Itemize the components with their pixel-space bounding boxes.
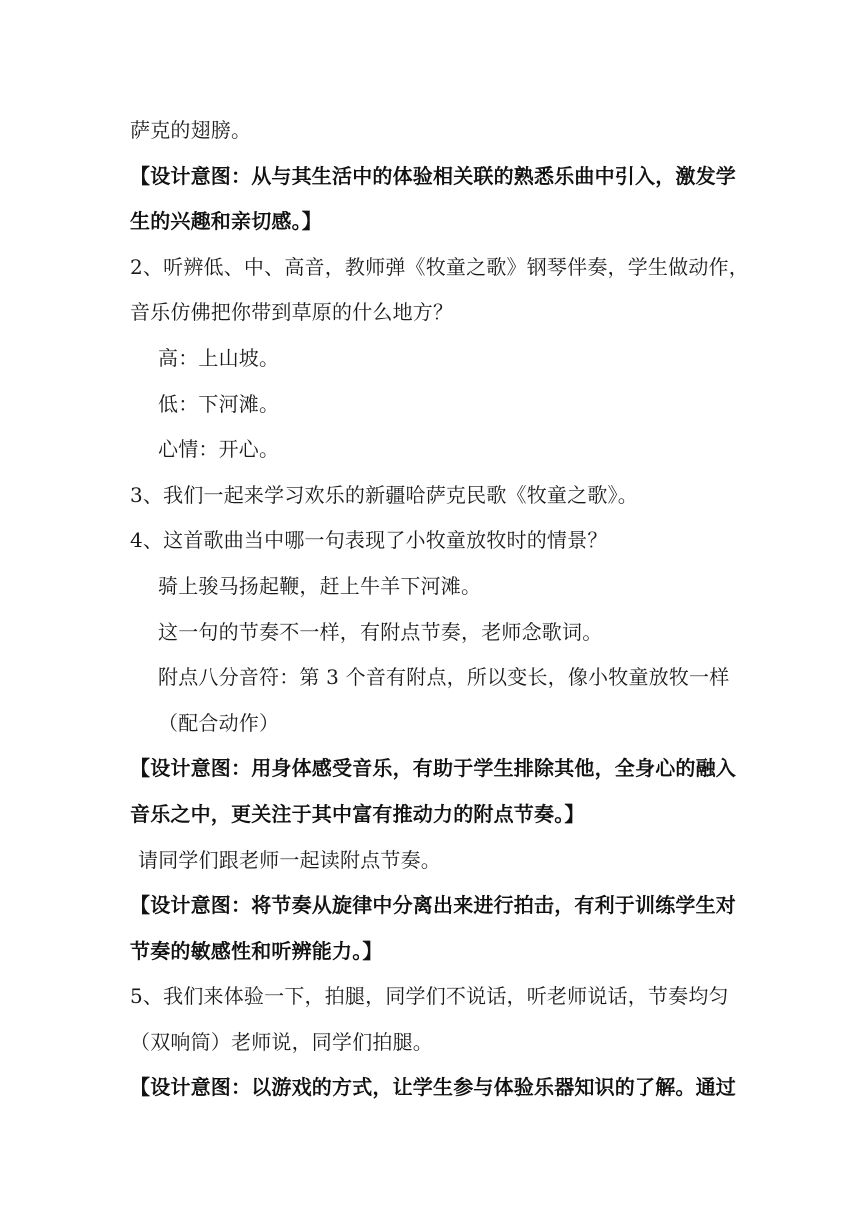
- lyric-line: 骑上骏马扬起鞭，赶上牛羊下河滩。: [158, 573, 482, 598]
- step-line: 2、听辨低、中、高音，教师弹《牧童之歌》钢琴伴奏，学生做动作，: [130, 254, 749, 279]
- step-line: 5、我们来体验一下，拍腿，同学们不说话，听老师说话，节奏均匀: [130, 984, 729, 1009]
- design-intent-line: 节奏的敏感性和听辨能力。】: [130, 938, 383, 963]
- text-line: （配合动作）: [158, 710, 280, 735]
- text-line: 请同学们跟老师一起读附点节奏。: [138, 847, 441, 872]
- text-line: 萨克的翅膀。: [130, 118, 252, 142]
- design-intent-line: 【设计意图：用身体感受音乐，有助于学生排除其他，全身心的融入: [130, 756, 736, 781]
- text-line: （双响筒）老师说，同学们拍腿。: [130, 1029, 433, 1054]
- step-line: 3、我们一起来学习欢乐的新疆哈萨克民歌《牧童之歌》。: [130, 482, 638, 507]
- design-intent-line: 【设计意图：将节奏从旋律中分离出来进行拍击，有利于训练学生对: [130, 893, 736, 918]
- design-intent-line: 生的兴趣和亲切感。】: [130, 209, 322, 234]
- document-page: [130, 108, 749, 1111]
- answer-line: 低：下河滩。: [158, 391, 280, 416]
- text-line: 这一句的节奏不一样，有附点节奏，老师念歌词。: [158, 619, 603, 644]
- design-intent-line: 【设计意图：从与其生活中的体验相关联的熟悉乐曲中引入，激发学: [130, 163, 736, 188]
- answer-line: 心情：开心。: [158, 437, 280, 462]
- text-line: 音乐仿佛把你带到草原的什么地方？: [130, 300, 454, 325]
- design-intent-line: 音乐之中，更关注于其中富有推动力的附点节奏。】: [130, 801, 585, 826]
- step-line: 4、这首歌曲当中哪一句表现了小牧童放牧时的情景？: [130, 528, 608, 553]
- answer-line: 高：上山坡。: [158, 345, 280, 370]
- design-intent-line: 【设计意图：以游戏的方式，让学生参与体验乐器知识的了解。通过: [130, 1075, 736, 1100]
- text-line: 附点八分音符：第 3 个音有附点，所以变长，像小牧童放牧一样: [158, 665, 730, 690]
